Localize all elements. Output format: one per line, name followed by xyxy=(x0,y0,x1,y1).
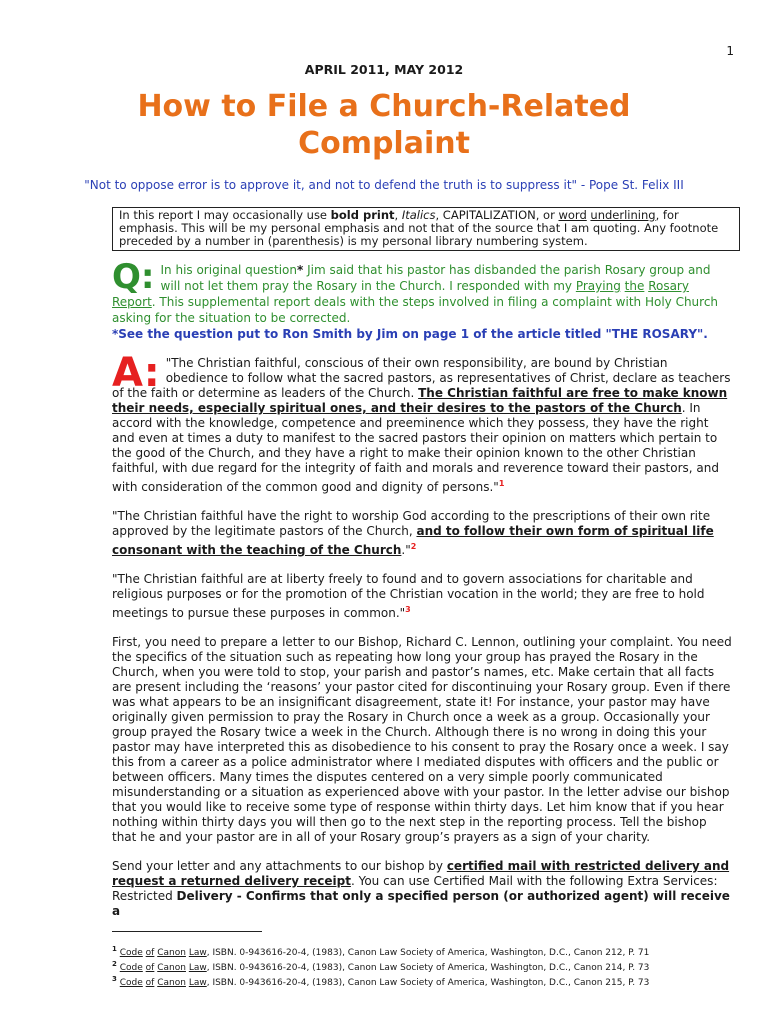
answer-paragraph-4: First, you need to prepare a letter to our Bishop, Richard C. Lennon, outlining your complaint. You need the specifics of the situation such as repeating how long your group has prayed the Rosary in the Church, when you were told to stop, your parish and pastor’s names, etc. Make certain that all facts are present including the ‘reasons’ your pastor cited for discontinuing your Rosary group. Even if there was what appears to be an insignificant disagreement, state it! For instance, your pastor may have originally given permission to pray the Rosary in Church once a week as a group. Occasionally your group prayed the Rosary twice a week in the Church. Although there is no wrong in doing this your pastor may have interpreted this as disobedience to his consent to pray the Rosary once a week. I say this from a career as a police administrator where I mediated disputes with officers and the public or between officers. Many times the disputes centered on a very simple poorly communicated misunderstanding or a situation as experienced above with your pastor. In the letter advise our bishop that you would like to receive some type of response within thirty days. Let him know that if you hear nothing within thirty days you will then go to the next step in the reporting process. Tell the bishop that he and your pastor are in all of your Rosary group’s prayers as a sign of your charity. xyxy=(112,635,732,844)
footnote-ref-1[interactable]: 1 xyxy=(498,479,505,488)
footnote-text: , ISBN. 0-943616-20-4, (1983), Canon Law Society of America, Washington, D.C., Canon 215, P. 73 xyxy=(206,978,650,988)
footnote-canon: Canon xyxy=(157,948,186,958)
footnote-law: Law xyxy=(188,963,207,973)
epigraph-quote: "Not to oppose error is to approve it, and not to defend the truth is to suppress it" - Pope St. Felix III xyxy=(84,178,684,192)
footnote-law: Law xyxy=(188,948,207,958)
footnote-ref-2[interactable]: 2 xyxy=(410,542,417,551)
answer-block xyxy=(112,350,732,933)
answer-emphasis: The Christian faithful are free to make known their needs, especially spiritual ones, and their desires to the pastors of the Church xyxy=(112,386,728,415)
question-text: . This supplemental report deals with the steps involved in filing a complaint with Holy Church asking for the situation to be corrected. xyxy=(112,295,719,325)
answer-text: ." xyxy=(401,543,411,557)
emphasis-note-box xyxy=(112,207,740,251)
answer-bold: Delivery - Confirms that only a specified person (or authorized agent) will receive a xyxy=(112,889,730,918)
footnote-text: , ISBN. 0-943616-20-4, (1983), Canon Law Society of America, Washington, D.C., Canon 212, P. 71 xyxy=(206,948,650,958)
question-star: * xyxy=(296,263,304,277)
note-text: In this report I may occasionally use xyxy=(119,208,331,222)
footnote-code: Code xyxy=(119,948,143,958)
footnote-number: 1 xyxy=(112,945,117,953)
question-text: In his original question xyxy=(160,263,297,277)
page-number: 1 xyxy=(726,44,734,58)
answer-label: A: xyxy=(112,350,160,396)
document-date: APRIL 2011, MAY 2012 xyxy=(304,62,464,77)
the-link[interactable]: the xyxy=(624,279,645,293)
note-text: , for emphasis. This will be my personal emphasis and not that of the source that I am quoting. Any footnote preceded by a number in (parenthesis) is my personal library numbering system. xyxy=(119,208,719,248)
footnote-code: Code xyxy=(119,963,143,973)
answer-text: "The Christian faithful have the right to worship God according to the prescriptions of their own rite approved by the legitimate pastors of the Church, xyxy=(112,509,711,538)
note-underlining: underlining xyxy=(590,208,656,222)
footnote-canon: Canon xyxy=(157,978,186,988)
footnote-of: of xyxy=(145,963,155,973)
footnote-1 xyxy=(112,943,649,959)
footnote-3 xyxy=(112,973,649,989)
footnote-law: Law xyxy=(188,978,207,988)
note-text: , CAPITALIZATION, or xyxy=(435,208,559,222)
question-label: Q: xyxy=(112,257,155,297)
question-block xyxy=(112,257,732,326)
answer-text: . In accord with the knowledge, competence and preeminence which they possess, they have the right and even at times a duty to manifest to the sacred pastors their opinion on matters which pertain to the good of the Church, and they have a right to make their opinion known to the other Christian faithful, with due regard for the integrity of faith and morals and reverence toward their pastors, and with consideration of the common good and dignity of persons." xyxy=(112,401,719,494)
question-footnote: *See the question put to Ron Smith by Jim on page 1 of the article titled "THE ROSARY". xyxy=(112,327,708,341)
note-text: , xyxy=(394,208,402,222)
footnote-ref-3[interactable]: 3 xyxy=(405,605,411,614)
page-title xyxy=(0,88,768,162)
answer-text: "The Christian faithful, conscious of their own responsibility, are bound by Christian obedience to follow what the sacred pastors, as representatives of Christ, declare as teachers of the faith or determine as leaders of the Church. xyxy=(112,356,731,400)
praying-link[interactable]: Praying xyxy=(575,279,621,293)
answer-paragraph-1 xyxy=(112,350,732,495)
footnote-text: , ISBN. 0-943616-20-4, (1983), Canon Law Society of America, Washington, D.C., Canon 214, P. 73 xyxy=(206,963,650,973)
question-text: Jim said that his pastor has disbanded the parish Rosary group and will not let them pray the Rosary in the Church. I responded with my xyxy=(160,263,711,293)
answer-paragraph-5 xyxy=(112,859,732,919)
footnote-2 xyxy=(112,958,649,974)
answer-text: . You can use Certified Mail with the following Extra Services: Restricted xyxy=(112,874,718,903)
answer-paragraph-3 xyxy=(112,572,732,621)
footnote-canon: Canon xyxy=(157,963,186,973)
note-word: word xyxy=(558,208,587,222)
note-bold: bold print xyxy=(330,208,395,222)
answer-text: "The Christian faithful are at liberty freely to found and to govern associations for charitable and religious purposes or for the promotion of the Christian vocation in the world; they are free to hold meetings to pursue these purposes in common." xyxy=(112,572,705,620)
note-italics: Italics xyxy=(401,208,436,222)
answer-emphasis: certified mail with restricted delivery and request a returned delivery receipt xyxy=(112,859,730,888)
answer-text: Send your letter and any attachments to our bishop by xyxy=(112,859,447,873)
footnote-number: 3 xyxy=(112,975,117,983)
title-line-2: Complaint xyxy=(298,126,470,161)
footnote-of: of xyxy=(145,948,155,958)
footnote-divider xyxy=(112,931,262,932)
report-link[interactable]: Report xyxy=(112,295,152,309)
footnote-number: 2 xyxy=(112,960,117,968)
footnote-of: of xyxy=(145,978,155,988)
answer-paragraph-2 xyxy=(112,509,732,558)
answer-emphasis: and to follow their own form of spiritual life consonant with the teaching of the Church xyxy=(112,524,714,557)
title-line-1: How to File a Church-Related xyxy=(137,89,631,124)
rosary-link[interactable]: Rosary xyxy=(648,279,689,293)
footnote-code: Code xyxy=(119,978,143,988)
